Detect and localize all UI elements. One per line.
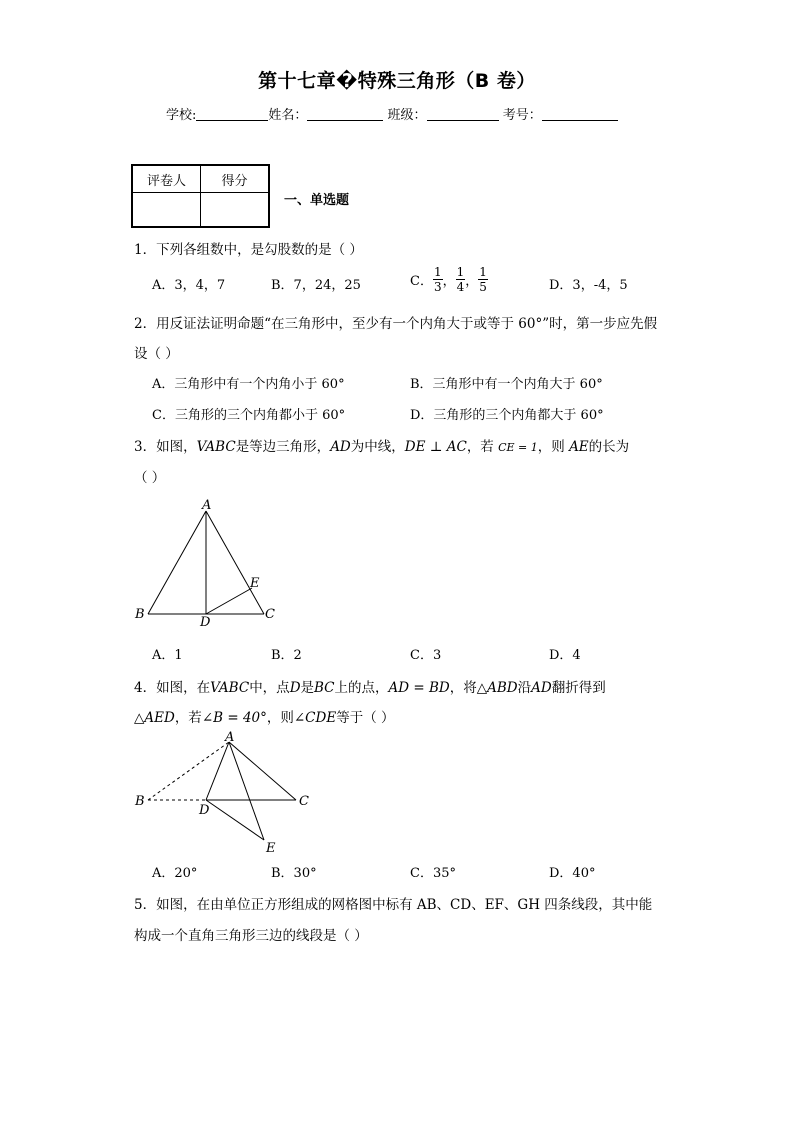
q1-option-c-prefix: C． <box>410 274 433 289</box>
q2-option-a[interactable]: A．三角形中有一个内角小于 60° <box>152 377 345 392</box>
school-blank[interactable] <box>196 107 268 121</box>
q2-stem-line2: 设（ ） <box>134 346 179 362</box>
class-blank[interactable] <box>427 107 499 121</box>
q1-option-c[interactable]: C． $\frac{1}{3}$ ， $\frac{1}{4}$ ， $\frac{1}{5}$ <box>410 265 487 294</box>
q4-stem-line2: △AED，若∠B = 40°，则∠CDE等于（ ） <box>134 710 395 726</box>
q1-stem: 1．下列各组数中，是勾股数的是（ ） <box>134 242 363 258</box>
fraction: $\frac{1}{5}$ <box>479 265 487 294</box>
reviewer-header: 评卷人 <box>132 165 201 193</box>
name-blank[interactable] <box>307 107 383 121</box>
q3-stem-line2: （ ） <box>134 470 166 486</box>
fraction: $\frac{1}{3}$ <box>433 265 442 294</box>
q1-option-d[interactable]: D．3，-4，5 <box>549 278 628 293</box>
class-label: 班级： <box>387 108 427 123</box>
fraction: $\frac{1}{4}$ <box>456 265 465 294</box>
school-label: 学校: <box>166 108 197 123</box>
label-a: A <box>202 498 212 513</box>
q3-figure <box>128 496 288 632</box>
q4-option-d[interactable]: D．40° <box>549 866 596 881</box>
q3-option-c[interactable]: C．3 <box>410 648 442 663</box>
segment-de <box>206 800 264 840</box>
label-a: A <box>225 730 235 745</box>
q5-stem-line1: 5．如图，在由单位正方形组成的网格图中标有 AB、CD、EF、GH 四条线段，其中能 <box>134 897 653 913</box>
q2-option-d[interactable]: D．三角形的三个内角都大于 60° <box>410 408 604 423</box>
q3-option-b[interactable]: B．2 <box>271 648 302 663</box>
name-label: 姓名： <box>268 108 308 123</box>
label-c: C <box>265 607 275 622</box>
q4-option-b[interactable]: B．30° <box>271 866 317 881</box>
segment-ab-dashed <box>148 742 229 800</box>
q4-option-a[interactable]: A．20° <box>152 866 198 881</box>
segment-ab <box>148 511 206 614</box>
label-d: D <box>200 615 211 630</box>
score-header: 得分 <box>201 165 270 193</box>
q4-option-c[interactable]: C．35° <box>410 866 456 881</box>
label-b: B <box>135 607 145 622</box>
q5-stem-line2: 构成一个直角三角形三边的线段是（ ） <box>134 928 368 944</box>
label-e: E <box>250 576 260 591</box>
q3-stem-line1: 3．如图，VABC是等边三角形，AD为中线，DE ⊥ AC，若 CE = 1，则 AE的长为 <box>134 439 630 455</box>
student-info-line <box>166 104 618 123</box>
page-title: 第十七章�特殊三角形（B 卷） <box>258 70 536 92</box>
q2-option-c[interactable]: C．三角形的三个内角都小于 60° <box>152 408 346 423</box>
id-label: 考号： <box>502 108 542 123</box>
q2-stem-line1: 2．用反证法证明命题“在三角形中，至少有一个内角大于或等于 60°”时，第一步应先假 <box>134 316 658 332</box>
q3-option-d[interactable]: D．4 <box>549 648 581 663</box>
label-b: B <box>135 794 145 809</box>
q1-option-a[interactable]: A．3，4，7 <box>152 278 226 293</box>
q2-option-b[interactable]: B．三角形中有一个内角大于 60° <box>410 377 603 392</box>
label-e: E <box>266 841 276 856</box>
score-cell[interactable] <box>201 193 270 228</box>
segment-de <box>206 588 252 614</box>
id-blank[interactable] <box>542 107 618 121</box>
q4-figure <box>128 728 328 856</box>
q4-stem-line1: 4．如图，在VABC中，点D是BC上的点，AD = BD，将△ABD沿AD翻折得到 <box>134 680 606 696</box>
reviewer-cell[interactable] <box>132 193 201 228</box>
score-table <box>131 164 270 228</box>
segment-ac <box>206 511 264 614</box>
q3-option-a[interactable]: A．1 <box>152 648 183 663</box>
label-c: C <box>299 794 309 809</box>
q1-option-b[interactable]: B．7，24，25 <box>271 278 361 293</box>
section-title: 一、单选题 <box>284 193 350 208</box>
label-d: D <box>199 803 210 818</box>
